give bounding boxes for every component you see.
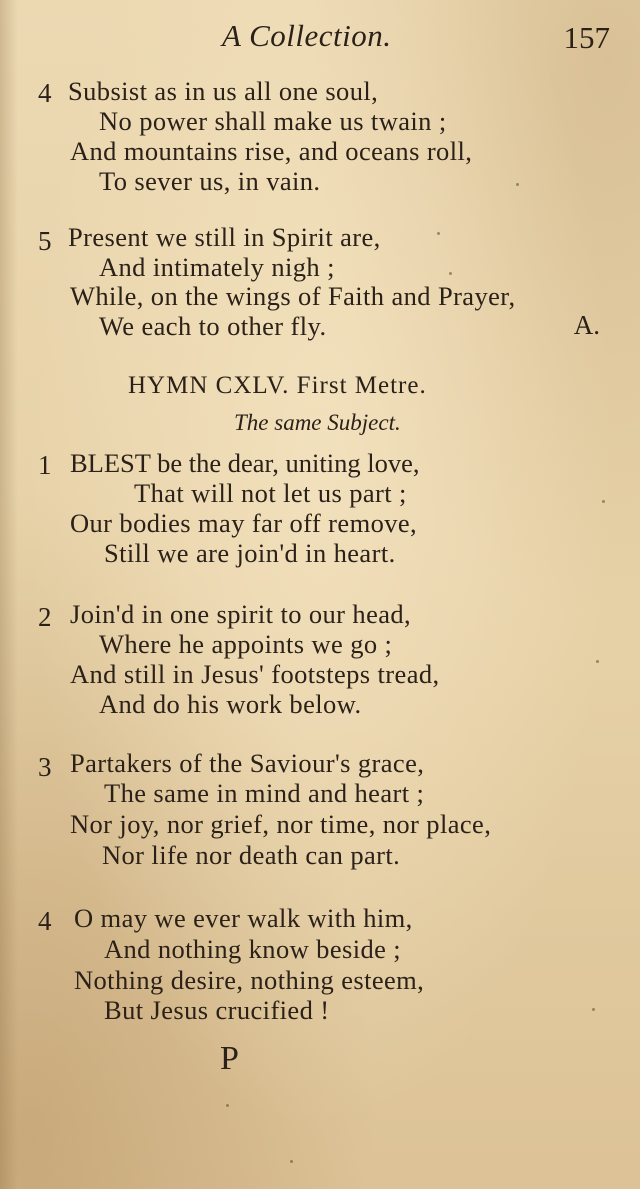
paper-speck <box>449 272 452 275</box>
verse-line: BLEST be the dear, uniting love, <box>70 448 420 478</box>
page-number: 157 <box>563 20 610 55</box>
verse-line: While, on the wings of Faith and Prayer, <box>70 281 516 311</box>
paper-speck <box>596 660 599 663</box>
verse-line: And do his work below. <box>99 689 362 719</box>
verse-line: Present we still in Spirit are, <box>68 222 381 252</box>
verse-line: Nothing desire, nothing esteem, <box>74 965 425 995</box>
author-mark: A. <box>573 310 600 340</box>
verse-line: O may we ever walk with him, <box>74 903 413 933</box>
paper-speck <box>226 1104 229 1107</box>
verse-line: And still in Jesus' footsteps tread, <box>70 659 440 689</box>
verse-line: We each to other fly. <box>99 311 327 341</box>
verse-line: Nor joy, nor grief, nor time, nor place, <box>70 809 492 839</box>
hymn-subtitle: The same Subject. <box>234 410 401 435</box>
paper-speck <box>592 1008 595 1011</box>
stanza-number: 1 <box>38 450 52 480</box>
verse-line: And mountains rise, and oceans roll, <box>70 136 473 166</box>
paper-speck <box>516 183 519 186</box>
paper-speck <box>602 500 605 503</box>
verse-line: That will not let us part ; <box>134 478 407 508</box>
hymn-title: HYMN CXLV. First Metre. <box>128 372 427 399</box>
paper-speck <box>437 232 440 235</box>
stanza-number: 4 <box>38 906 52 936</box>
paper-speck <box>290 1160 293 1163</box>
verse-line: Where he appoints we go ; <box>99 629 393 659</box>
verse-line: No power shall make us twain ; <box>99 106 447 136</box>
verse-line: And nothing know beside ; <box>104 934 402 964</box>
stanza-number: 3 <box>38 752 52 782</box>
verse-line: Nor life nor death can part. <box>102 840 401 870</box>
verse-line: And intimately nigh ; <box>99 252 335 282</box>
verse-line: Subsist as in us all one soul, <box>68 76 379 106</box>
verse-line: Still we are join'd in heart. <box>104 538 396 568</box>
stanza-number: 2 <box>38 602 52 632</box>
verse-line: Our bodies may far off remove, <box>70 508 418 538</box>
verse-line: The same in mind and heart ; <box>104 778 425 808</box>
signature-mark: P <box>220 1040 239 1077</box>
verse-line: Partakers of the Saviour's grace, <box>70 748 425 778</box>
running-head: A Collection. <box>222 18 392 53</box>
stanza-number: 4 <box>38 78 52 108</box>
verse-line: Join'd in one spirit to our head, <box>70 599 412 629</box>
verse-line: But Jesus crucified ! <box>104 995 330 1025</box>
verse-line: To sever us, in vain. <box>99 166 321 196</box>
stanza-number: 5 <box>38 226 52 256</box>
